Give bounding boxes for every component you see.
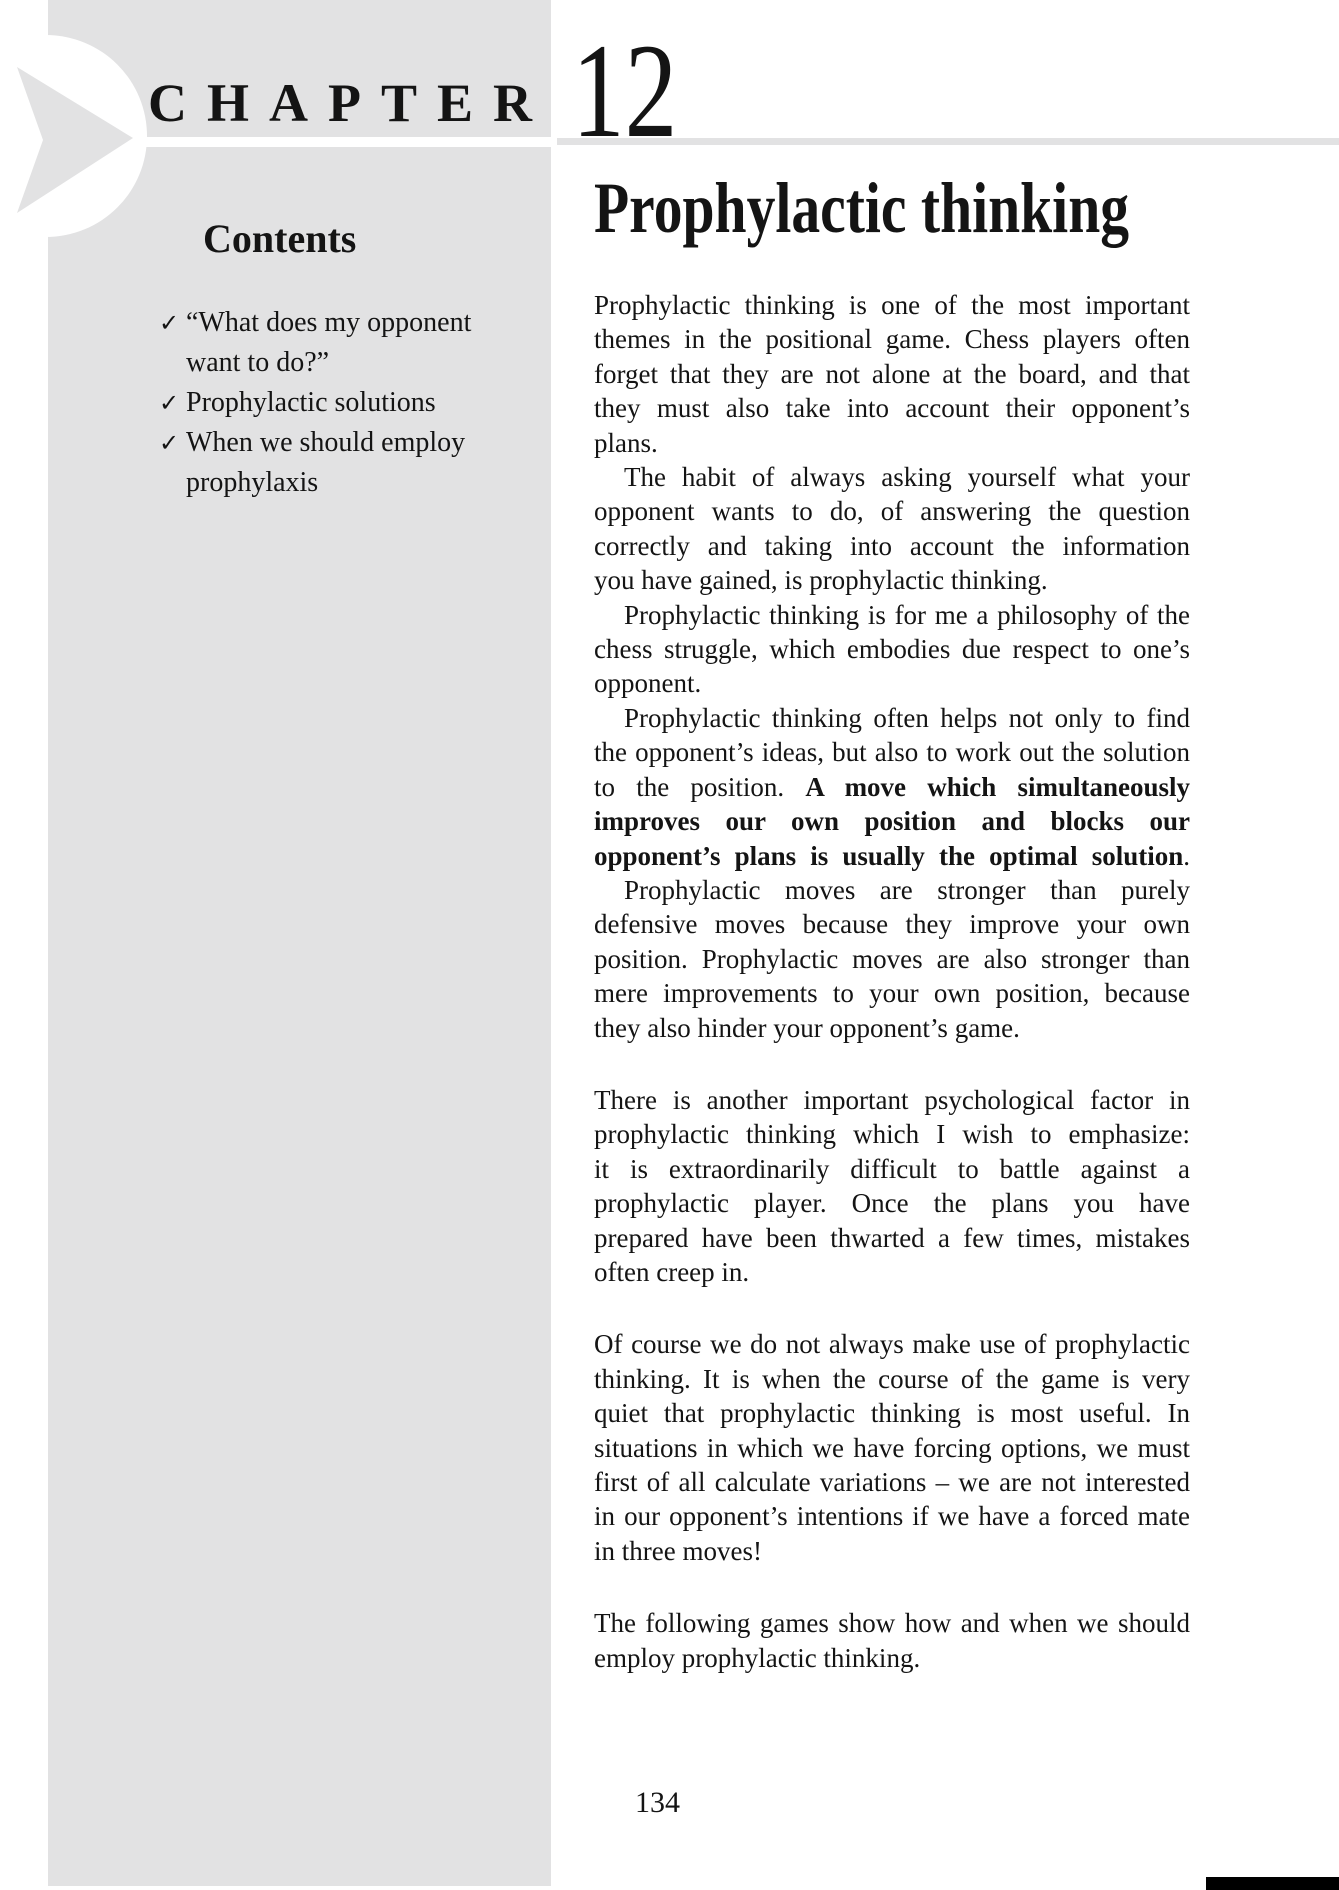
body-line xyxy=(594,1641,1190,1675)
bold-text-run: opponent’s plans is usually the optimal solution xyxy=(594,840,1184,871)
text-run: they must also take into account their opponent’s xyxy=(594,393,1190,424)
body-line xyxy=(594,1606,1190,1640)
text-run: quiet that prophylactic thinking is most useful. In xyxy=(594,1398,1190,1429)
bold-text-run: A move which simultaneously xyxy=(805,771,1190,802)
page-edge-tab xyxy=(1206,1877,1339,1890)
body-line xyxy=(594,839,1190,873)
text-run: themes in the positional game. Chess players often xyxy=(594,324,1190,355)
text-run: thinking. It is when the course of the game is very xyxy=(594,1363,1190,1394)
paragraph xyxy=(594,873,1190,1045)
body-line xyxy=(594,563,1190,597)
chapter-label: CHAPTER xyxy=(148,73,553,133)
body-line xyxy=(594,426,1190,460)
body-line xyxy=(594,1117,1190,1151)
text-run: position. Prophylactic moves are also stronger than xyxy=(594,943,1190,974)
body-line xyxy=(594,666,1190,700)
text-run: Prophylactic thinking is for me a philosophy of the xyxy=(624,599,1190,630)
contents-item-line: Prophylactic solutions xyxy=(186,387,436,418)
text-run: There is another important psychological factor in xyxy=(594,1084,1190,1115)
body-line xyxy=(594,1431,1190,1465)
text-run: defensive moves because they improve your own xyxy=(594,909,1190,940)
body-line xyxy=(594,529,1190,563)
contents-item xyxy=(159,423,499,503)
body-line xyxy=(594,460,1190,494)
contents-heading: Contents xyxy=(203,216,357,261)
text-run: situations in which we have forcing options, we must xyxy=(594,1432,1190,1463)
contents-item xyxy=(159,383,499,423)
paragraph xyxy=(594,1083,1190,1289)
paragraph xyxy=(594,598,1190,701)
body-line xyxy=(594,1186,1190,1220)
checkmark-icon: ✓ xyxy=(159,389,180,417)
bold-text-run: improves our own position and blocks our xyxy=(594,806,1190,837)
paragraph xyxy=(594,288,1190,460)
body-line xyxy=(594,391,1190,425)
body-line xyxy=(594,1534,1190,1568)
paragraph xyxy=(594,1327,1190,1568)
body-line xyxy=(594,907,1190,941)
text-run: chess struggle, which embodies due respect to one’s xyxy=(594,634,1190,665)
text-run: prophylactic player. Once the plans you have xyxy=(594,1188,1190,1219)
text-run: Prophylactic thinking is one of the most important xyxy=(594,290,1190,320)
body-line xyxy=(594,942,1190,976)
text-run: to the position. xyxy=(594,771,806,802)
text-run: mere improvements to your own position, because xyxy=(594,978,1190,1009)
body-line xyxy=(594,1327,1190,1361)
text-run: The habit of always asking yourself what your xyxy=(624,462,1190,493)
text-run: prepared have been thwarted a few times, mistakes xyxy=(594,1222,1190,1253)
paragraph xyxy=(594,1606,1190,1675)
text-run: the opponent’s ideas, but also to work out the solution xyxy=(594,737,1190,768)
page-number: 134 xyxy=(635,1786,680,1819)
chevron-arrow-icon xyxy=(0,0,150,230)
body-line xyxy=(594,1011,1190,1045)
text-run: it is extraordinarily difficult to battle against a xyxy=(594,1153,1190,1184)
body-line xyxy=(594,357,1190,391)
text-run: Prophylactic moves are stronger than purely xyxy=(624,874,1190,905)
checkmark-icon: ✓ xyxy=(159,429,180,457)
article-body xyxy=(594,288,1190,1675)
page-title: Prophylactic thinking xyxy=(594,168,1130,248)
body-line xyxy=(594,1083,1190,1117)
text-run: in our opponent’s intentions if we have a forced mate xyxy=(594,1501,1190,1532)
text-run: often creep in. xyxy=(594,1256,750,1287)
text-run: forget that they are not alone at the board, and that xyxy=(594,358,1190,389)
contents-item xyxy=(159,303,499,383)
text-run: first of all calculate variations – we are not interested xyxy=(594,1467,1190,1497)
body-line xyxy=(594,598,1190,632)
body-line xyxy=(594,770,1190,804)
text-run: opponent wants to do, of answering the question xyxy=(594,496,1190,527)
body-line xyxy=(594,1499,1190,1533)
text-run: employ prophylactic thinking. xyxy=(594,1642,921,1673)
body-line xyxy=(594,494,1190,528)
text-run: correctly and taking into account the information xyxy=(594,530,1190,561)
text-run: prophylactic thinking which I wish to emphasize: xyxy=(594,1119,1190,1150)
chapter-number: 12 xyxy=(572,17,678,166)
text-run: . xyxy=(1183,840,1190,871)
body-line xyxy=(594,288,1190,322)
text-run: Prophylactic thinking often helps not only to find xyxy=(624,702,1190,733)
text-run: Of course we do not always make use of prophylactic xyxy=(594,1329,1190,1360)
text-run: they also hinder your opponent’s game. xyxy=(594,1012,1020,1043)
body-line xyxy=(594,322,1190,356)
body-line xyxy=(594,1396,1190,1430)
contents-item-line: When we should employ xyxy=(186,427,466,458)
body-line xyxy=(594,632,1190,666)
contents-item-line: prophylaxis xyxy=(186,467,319,498)
paragraph xyxy=(594,460,1190,598)
body-line xyxy=(594,1152,1190,1186)
body-line xyxy=(594,1221,1190,1255)
text-run: in three moves! xyxy=(594,1535,762,1566)
body-line xyxy=(594,873,1190,907)
text-run: opponent. xyxy=(594,668,702,699)
paragraph xyxy=(594,701,1190,873)
body-line xyxy=(594,1465,1190,1499)
text-run: plans. xyxy=(594,427,658,458)
text-run: you have gained, is prophylactic thinking. xyxy=(594,565,1048,596)
contents-item-line: want to do?” xyxy=(186,347,330,378)
text-run: The following games show how and when we should xyxy=(594,1608,1190,1639)
body-line xyxy=(594,735,1190,769)
contents-item-line: “What does my opponent xyxy=(186,307,472,338)
checkmark-icon: ✓ xyxy=(159,309,180,337)
contents-list xyxy=(159,303,499,503)
body-line xyxy=(594,804,1190,838)
body-line xyxy=(594,701,1190,735)
body-line xyxy=(594,976,1190,1010)
body-line xyxy=(594,1362,1190,1396)
body-line xyxy=(594,1255,1190,1289)
